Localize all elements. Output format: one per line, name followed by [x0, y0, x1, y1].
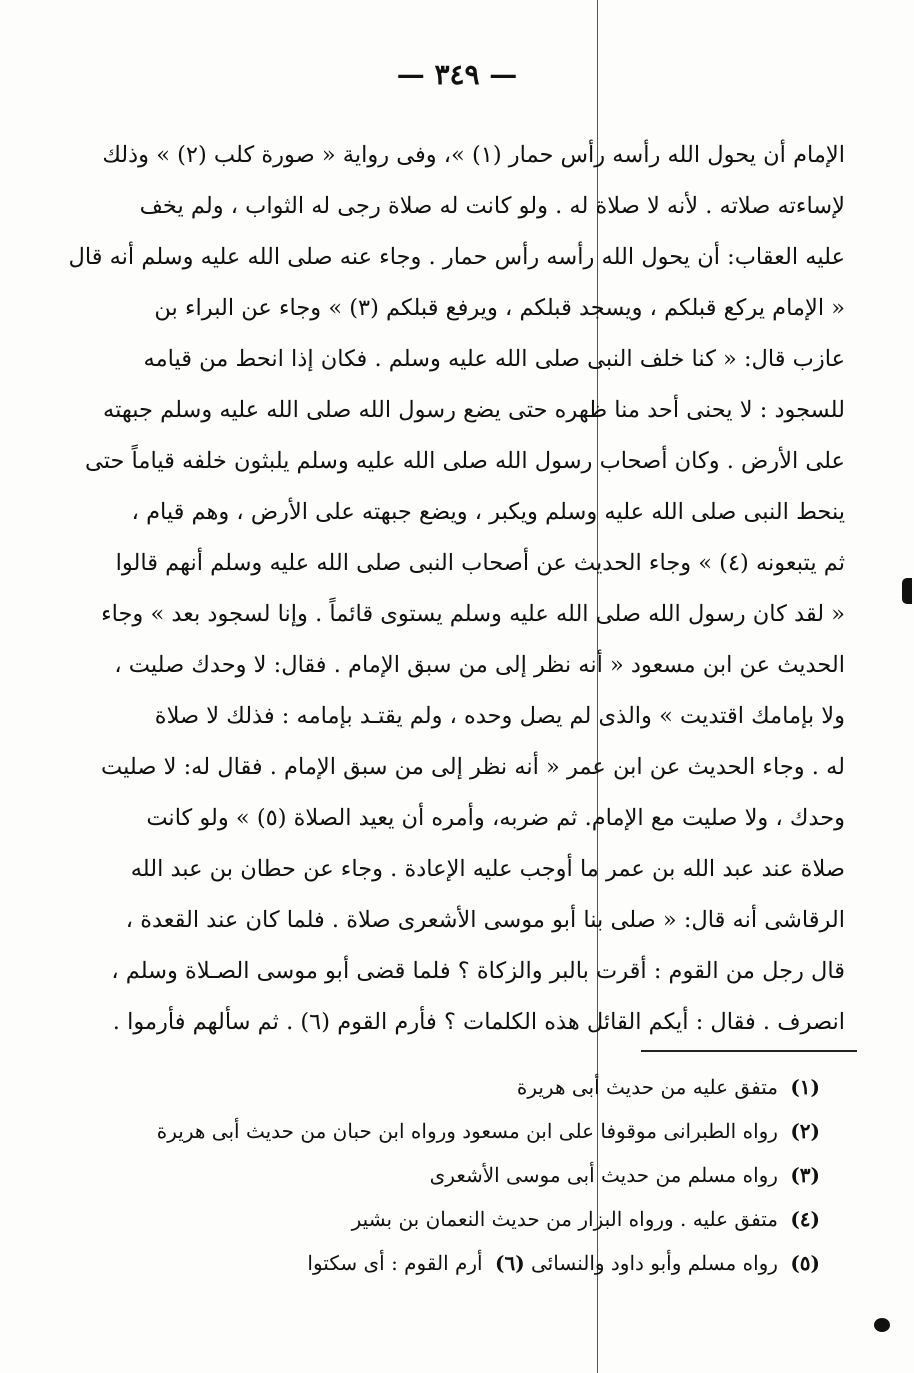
text-line: قال رجل من القوم : أقرت بالبر والزكاة ؟ فلما قضى أبو موسى الصـلاة وسلم ،: [111, 958, 845, 984]
scan-artifact-mark: [874, 1318, 890, 1332]
footnote-text: متفق عليه من حديث أبى هريرة: [516, 1075, 778, 1099]
footnote-item: [525, 1251, 820, 1275]
footnote-text: متفق عليه . ورواه البزار من حديث النعمان بن بشير: [351, 1207, 778, 1231]
footnote-item: [307, 1251, 524, 1275]
footnotes-block: [156, 1065, 820, 1285]
footnote-item: [156, 1109, 820, 1153]
footnote-text: رواه مسلم من حديث أبى موسى الأشعرى: [429, 1163, 778, 1187]
main-text-block: [68, 130, 845, 1048]
footnote-text: رواه الطبرانى موقوفا على ابن مسعود ورواه ابن حبان من حديث أبى هريرة: [156, 1119, 778, 1143]
page-number: — ٣٤٩ —: [396, 58, 518, 91]
text-line: الحديث عن ابن مسعود « أنه نظر إلى من سبق الإمام . فقال: لا وحدك صليت ،: [114, 652, 845, 678]
text-line: لإساءته صلاته . لأنه لا صلاة له . ولو كانت له صلاة رجى له الثواب ، ولم يخف: [139, 193, 845, 219]
text-line: ولا بإمامك اقتديت » والذى لم يصل وحده ، ولم يقتـد بإمامه : فذلك لا صلاة: [154, 703, 845, 729]
text-line: وحدك ، ولا صليت مع الإمام. ثم ضربه، وأمره أن يعيد الصلاة (٥) » ولو كانت: [146, 805, 845, 831]
text-line: « الإمام يركع قبلكم ، ويسجد قبلكم ، ويرفع قبلكم (٣) » وجاء عن البراء بن: [154, 295, 845, 321]
text-line: صلاة عند عبد الله بن عمر ما أوجب عليه الإعادة . وجاء عن حطان بن عبد الله: [130, 856, 845, 882]
scan-artifact-mark: [902, 578, 912, 604]
text-line: ينحط النبى صلى الله عليه وسلم ويكبر ، ويضع جبهته على الأرض ، وهم قيام ،: [131, 499, 845, 525]
text-line: الرقاشى أنه قال: « صلى بنا أبو موسى الأشعرى صلاة . فلما كان عند القعدة ،: [125, 907, 845, 933]
footnote-number: (٥): [790, 1251, 820, 1275]
footnote-pair-row: [180, 1241, 820, 1285]
footnote-number: (٤): [790, 1207, 820, 1231]
footnote-item: [180, 1065, 820, 1109]
text-line: للسجود : لا يحنى أحد منا ظهره حتى يضع رسول الله صلى الله عليه وسلم جبهته: [103, 397, 845, 423]
text-line: عازب قال: « كنا خلف النبى صلى الله عليه وسلم . فكان إذا انحط من قيامه: [143, 346, 845, 372]
footnote-number: (٢): [790, 1119, 820, 1143]
footnote-item: [180, 1197, 820, 1241]
footnote-item: [180, 1153, 820, 1197]
footnote-number: (٣): [790, 1163, 820, 1187]
text-line: على الأرض . وكان أصحاب رسول الله صلى الله عليه وسلم يلبثون خلفه قياماً حتى: [84, 448, 845, 474]
text-line: انصرف . فقال : أيكم القائل هذه الكلمات ؟ فأرم القوم (٦) . ثم سألهم فأرموا .: [112, 1009, 845, 1035]
text-line: عليه العقاب: أن يحول الله رأسه رأس حمار . وجاء عنه صلى الله عليه وسلم أنه قال: [68, 244, 845, 270]
text-line: له . وجاء الحديث عن ابن عمر « أنه نظر إلى من سبق الإمام . فقال له: لا صليت: [101, 754, 845, 780]
footnote-separator: [641, 1050, 857, 1052]
footnote-text: أرم القوم : أى سكتوا: [307, 1251, 483, 1275]
text-line: الإمام أن يحول الله رأسه رأس حمار (١) »، وفى رواية « صورة كلب (٢) » وذلك: [102, 142, 845, 168]
text-line: ثم يتبعونه (٤) » وجاء الحديث عن أصحاب النبى صلى الله عليه وسلم أنهم قالوا: [115, 550, 845, 576]
footnote-text: رواه مسلم وأبو داود والنسائى: [531, 1251, 778, 1275]
footnote-number: (١): [790, 1075, 820, 1099]
text-line: « لقد كان رسول الله صلى الله عليه وسلم يستوى قائماً . وإنا لسجود بعد » وجاء: [101, 601, 845, 627]
footnote-number: (٦): [494, 1251, 525, 1275]
